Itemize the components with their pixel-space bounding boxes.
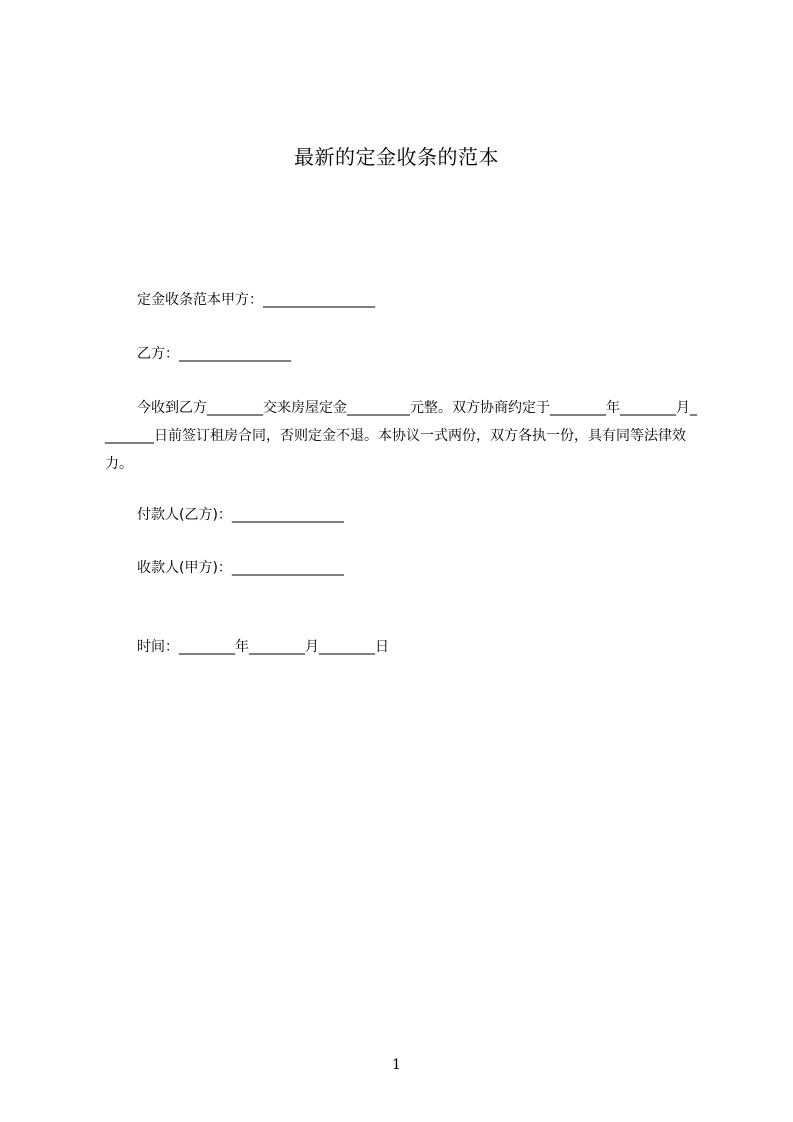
party-a-line: 定金收条范本甲方：________________ — [137, 292, 375, 308]
page-number: 1 — [392, 1057, 401, 1073]
payee-line: 收款人(甲方)：________________ — [137, 560, 344, 576]
payer-line: 付款人(乙方)：________________ — [137, 507, 344, 523]
party-b-line: 乙方：________________ — [137, 346, 291, 362]
body-paragraph: 今收到乙方________交来房屋定金_________元整。双方协商约定于________年________月________日前签订租房合同，否则定金不退。本协议一式两份，双方各执一份，具有同等法律效力。 — [105, 400, 697, 472]
date-line: 时间：________年________月________日 — [137, 639, 389, 655]
document-title: 最新的定金收条的范本 — [294, 145, 499, 169]
